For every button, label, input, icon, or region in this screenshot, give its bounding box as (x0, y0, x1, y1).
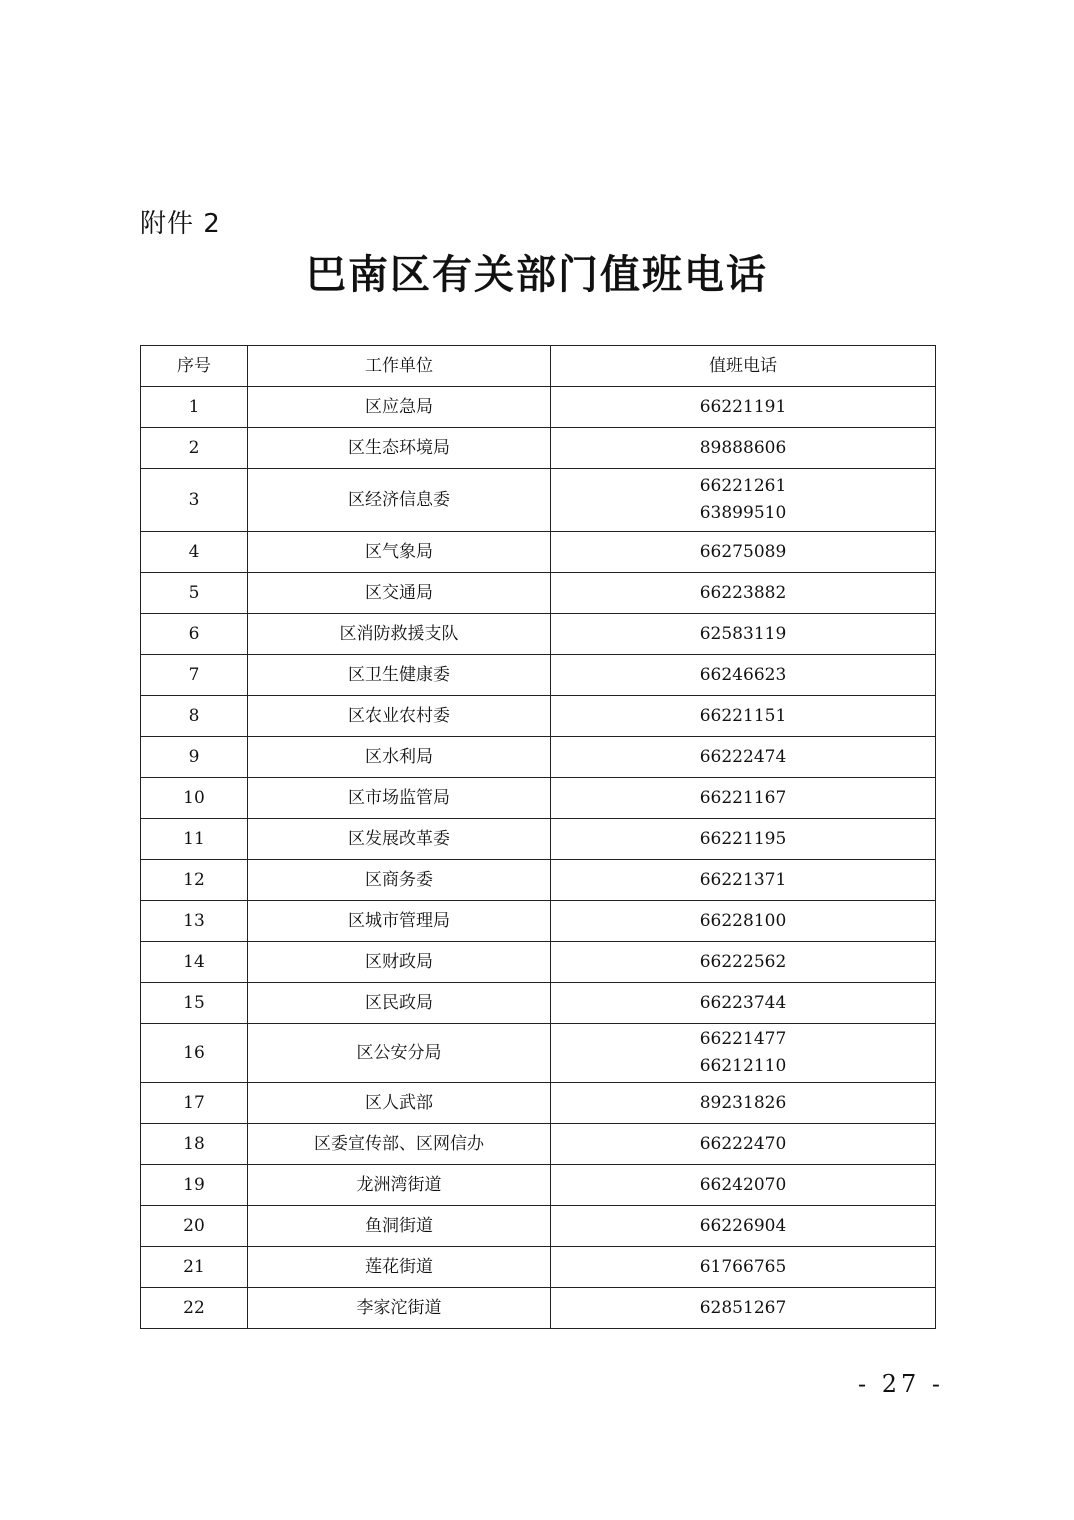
header-phone: 值班电话 (551, 346, 936, 387)
row-no: 8 (141, 696, 248, 737)
row-unit: 鱼洞街道 (248, 1206, 551, 1247)
row-phone (551, 983, 936, 1024)
table-header-row (141, 346, 936, 387)
row-no: 14 (141, 942, 248, 983)
row-phone (551, 1024, 936, 1083)
phone-number: 66221371 (699, 869, 787, 890)
row-phone (551, 655, 936, 696)
phone-number: 66242070 (699, 1174, 787, 1195)
phone-number: 66221191 (699, 396, 787, 417)
table-row (141, 860, 936, 901)
row-phone (551, 614, 936, 655)
table-row (141, 387, 936, 428)
phone-number: 66212110 (699, 1056, 787, 1076)
row-unit: 区市场监管局 (248, 778, 551, 819)
phone-number: 66222562 (699, 951, 787, 972)
phone-number: 66226904 (699, 1215, 787, 1236)
row-phone (551, 1083, 936, 1124)
row-unit: 区生态环境局 (248, 428, 551, 469)
row-no: 9 (141, 737, 248, 778)
row-unit: 莲花街道 (248, 1247, 551, 1288)
row-no: 20 (141, 1206, 248, 1247)
phone-number: 66221261 (699, 476, 787, 496)
phone-number: 66223882 (699, 582, 787, 603)
table-row (141, 1206, 936, 1247)
row-unit: 区经济信息委 (248, 469, 551, 532)
row-unit: 区卫生健康委 (248, 655, 551, 696)
phone-number: 62851267 (699, 1297, 787, 1318)
table-row (141, 737, 936, 778)
row-no: 19 (141, 1165, 248, 1206)
row-no: 17 (141, 1083, 248, 1124)
table-row (141, 901, 936, 942)
row-phone (551, 901, 936, 942)
row-phone (551, 1165, 936, 1206)
row-no: 21 (141, 1247, 248, 1288)
row-no: 12 (141, 860, 248, 901)
row-unit: 区商务委 (248, 860, 551, 901)
row-unit: 李家沱街道 (248, 1288, 551, 1329)
row-unit: 区气象局 (248, 532, 551, 573)
row-unit: 区发展改革委 (248, 819, 551, 860)
table-row (141, 778, 936, 819)
row-unit: 区委宣传部、区网信办 (248, 1124, 551, 1165)
row-no: 22 (141, 1288, 248, 1329)
phone-number: 89231826 (699, 1092, 787, 1113)
table-row (141, 469, 936, 532)
row-no: 10 (141, 778, 248, 819)
row-no: 5 (141, 573, 248, 614)
row-phone (551, 860, 936, 901)
row-phone (551, 819, 936, 860)
row-unit: 区城市管理局 (248, 901, 551, 942)
table-row (141, 942, 936, 983)
table-row (141, 428, 936, 469)
row-no: 1 (141, 387, 248, 428)
row-unit: 区水利局 (248, 737, 551, 778)
row-no: 11 (141, 819, 248, 860)
row-unit: 区应急局 (248, 387, 551, 428)
phone-number: 66246623 (699, 664, 787, 685)
row-phone (551, 387, 936, 428)
page-title: 巴南区有关部门值班电话 (306, 252, 768, 298)
table-row (141, 983, 936, 1024)
row-unit: 区人武部 (248, 1083, 551, 1124)
row-phone (551, 1206, 936, 1247)
row-phone (551, 778, 936, 819)
duty-phone-table (140, 345, 936, 1329)
phone-number: 66221151 (699, 705, 787, 726)
row-no: 18 (141, 1124, 248, 1165)
phone-number: 63899510 (699, 503, 787, 523)
phone-number: 62583119 (699, 623, 787, 644)
table-row (141, 532, 936, 573)
phone-number: 66221195 (699, 828, 787, 849)
row-unit: 区交通局 (248, 573, 551, 614)
header-unit: 工作单位 (248, 346, 551, 387)
header-no: 序号 (141, 346, 248, 387)
row-phone (551, 737, 936, 778)
page-number: - 27 - (858, 1370, 945, 1398)
phone-number: 66221477 (699, 1029, 787, 1049)
row-phone (551, 532, 936, 573)
row-phone (551, 469, 936, 532)
phone-number: 66275089 (699, 541, 787, 562)
phone-number: 66222470 (699, 1133, 787, 1154)
row-no: 4 (141, 532, 248, 573)
row-no: 13 (141, 901, 248, 942)
row-phone (551, 573, 936, 614)
table-row (141, 573, 936, 614)
row-phone (551, 1124, 936, 1165)
row-phone (551, 942, 936, 983)
row-no: 6 (141, 614, 248, 655)
row-unit: 区农业农村委 (248, 696, 551, 737)
table-row (141, 655, 936, 696)
table-row (141, 1165, 936, 1206)
row-no: 3 (141, 469, 248, 532)
row-phone (551, 1247, 936, 1288)
phone-number: 66221167 (699, 787, 787, 808)
phone-number: 66222474 (699, 746, 787, 767)
table-row (141, 696, 936, 737)
row-no: 16 (141, 1024, 248, 1083)
row-unit: 区民政局 (248, 983, 551, 1024)
row-phone (551, 428, 936, 469)
attachment-label: 附件 2 (140, 209, 221, 239)
row-unit: 区财政局 (248, 942, 551, 983)
row-unit: 龙洲湾街道 (248, 1165, 551, 1206)
row-no: 7 (141, 655, 248, 696)
row-unit: 区公安分局 (248, 1024, 551, 1083)
phone-number: 89888606 (699, 437, 787, 458)
table-row (141, 1024, 936, 1083)
table-row (141, 1288, 936, 1329)
row-no: 2 (141, 428, 248, 469)
table-row (141, 614, 936, 655)
table-row (141, 1247, 936, 1288)
phone-number: 66228100 (699, 910, 787, 931)
row-no: 15 (141, 983, 248, 1024)
table-row (141, 1124, 936, 1165)
table-row (141, 1083, 936, 1124)
phone-number: 61766765 (699, 1256, 787, 1277)
row-phone (551, 696, 936, 737)
table-row (141, 819, 936, 860)
phone-number: 66223744 (699, 992, 787, 1013)
row-phone (551, 1288, 936, 1329)
table-body (141, 387, 936, 1329)
row-unit: 区消防救援支队 (248, 614, 551, 655)
